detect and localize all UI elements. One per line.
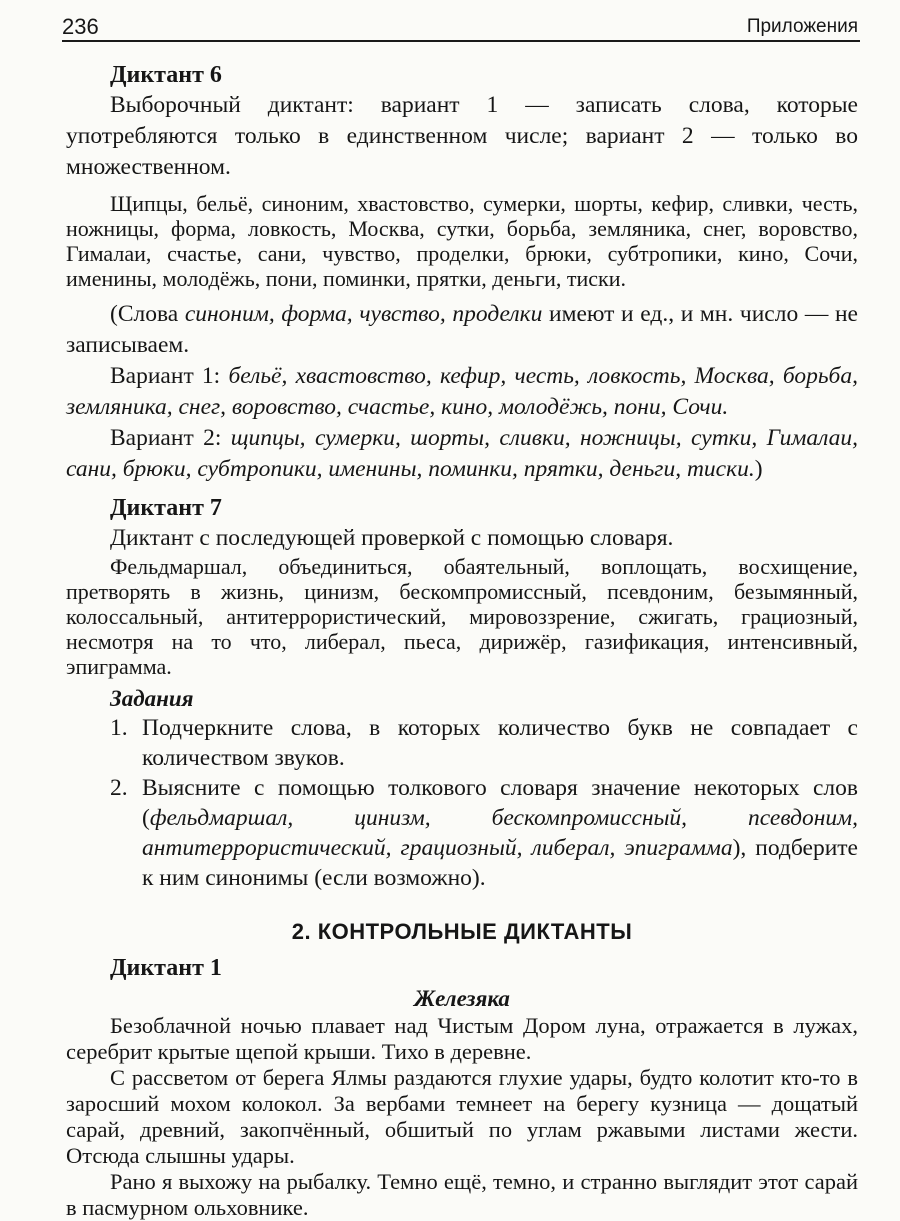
dictation-6-note [66, 299, 858, 361]
dictation-7-words: Фельдмаршал, объединиться, обаятельный, воплощать, восхищение, претворять в жизнь, цинизм, бескомпромиссный, псевдоним, безымянный, колоссальный, антитеррористический, мировоззрение, сжигать, грациозный, несмотря на то что, либерал, пьеса, дирижёр, газификация, интенсивный, эпиграмма. [66, 554, 858, 679]
story-paragraph: С рассветом от берега Ялмы раздаются глухие удары, будто колотит кто-то в заросший мохом колокол. За вербами темнеет на берегу кузница — дощатый сарай, древний, закопчённый, обшитый по углам ржавыми листами жести. Отсюда слышны удары. [66, 1065, 858, 1168]
tasks-list [66, 713, 858, 893]
page-header [62, 12, 860, 42]
dictation-6-title: Диктант 6 [110, 62, 222, 88]
task-text: Выясните с помощью толкового словаря значение некоторых слов ( [142, 775, 858, 831]
story-paragraph: Безоблачной ночью плавает над Чистым Дором луна, отражается в лужах, серебрит крытые щепой крыши. Тихо в деревне. [66, 1013, 858, 1064]
dictation-6-intro: Выборочный диктант: вариант 1 — записать слова, которые употребляются только в единственном числе; вариант 2 — только во множественном. [66, 92, 858, 180]
running-title: Приложения [746, 16, 858, 37]
story-paragraph: Рано я выхожу на рыбалку. Темно ещё, темно, и странно выглядит этот сарай в пасмурном ольховнике. [66, 1169, 858, 1220]
variant-2-close: ) [754, 456, 763, 482]
note-text: (Слова [110, 301, 185, 327]
variant-2 [66, 423, 858, 485]
dictation-6-words: Щипцы, бельё, синоним, хвастовство, сумерки, шорты, кефир, сливки, честь, ножницы, форма, ловкость, Москва, сутки, борьба, земляника, снег, воровство, Гималаи, счастье, сани, чувство, проделки, брюки, субтропики, кино, Сочи, именины, молодёжь, пони, поминки, прятки, деньги, тиски. [66, 191, 858, 291]
page-number: 236 [62, 14, 99, 39]
note-words: синоним, форма, чувство, проделки [184, 301, 543, 327]
section-title: 2. КОНТРОЛЬНЫЕ ДИКТАНТЫ [291, 919, 633, 944]
tasks-title: Задания [110, 686, 194, 711]
dictation-7-intro: Диктант с последующей проверкой с помощью словаря. [110, 525, 674, 551]
variant-1 [66, 361, 858, 423]
dictation-7-title: Диктант 7 [110, 495, 222, 521]
task-text-end: ), подберите к ним синонимы (если возможно). [142, 835, 858, 891]
task-words: фельдмаршал, цинизм, бескомпромиссный, псевдоним, антитеррористический, грациозный, либерал, эпиграмма [142, 805, 858, 861]
task-item-1 [66, 713, 858, 773]
variant-2-words: щипцы, сумерки, шорты, сливки, ножницы, сутки, Гималаи, сани, брюки, субтропики, именины, поминки, прятки, деньги, тиски. [66, 425, 858, 482]
task-number: 1. [110, 715, 128, 741]
variant-2-label: Вариант 2: [110, 425, 231, 451]
page-content [66, 60, 858, 1221]
task-item-2 [66, 773, 858, 893]
dictation-1-title: Диктант 1 [110, 955, 222, 981]
variant-1-label: Вариант 1: [110, 363, 229, 389]
story-title: Железяка [414, 986, 510, 1011]
note-text-end: имеют и ед., и мн. число — не записываем. [66, 301, 858, 358]
variant-1-words: бельё, хвастовство, кефир, честь, ловкость, Москва, борьба, земляника, снег, воровство, счастье, кино, молодёжь, пони, Сочи. [66, 363, 858, 420]
task-number: 2. [110, 775, 128, 801]
task-text: Подчеркните слова, в которых количество букв не совпадает с количеством звуков. [142, 715, 858, 771]
